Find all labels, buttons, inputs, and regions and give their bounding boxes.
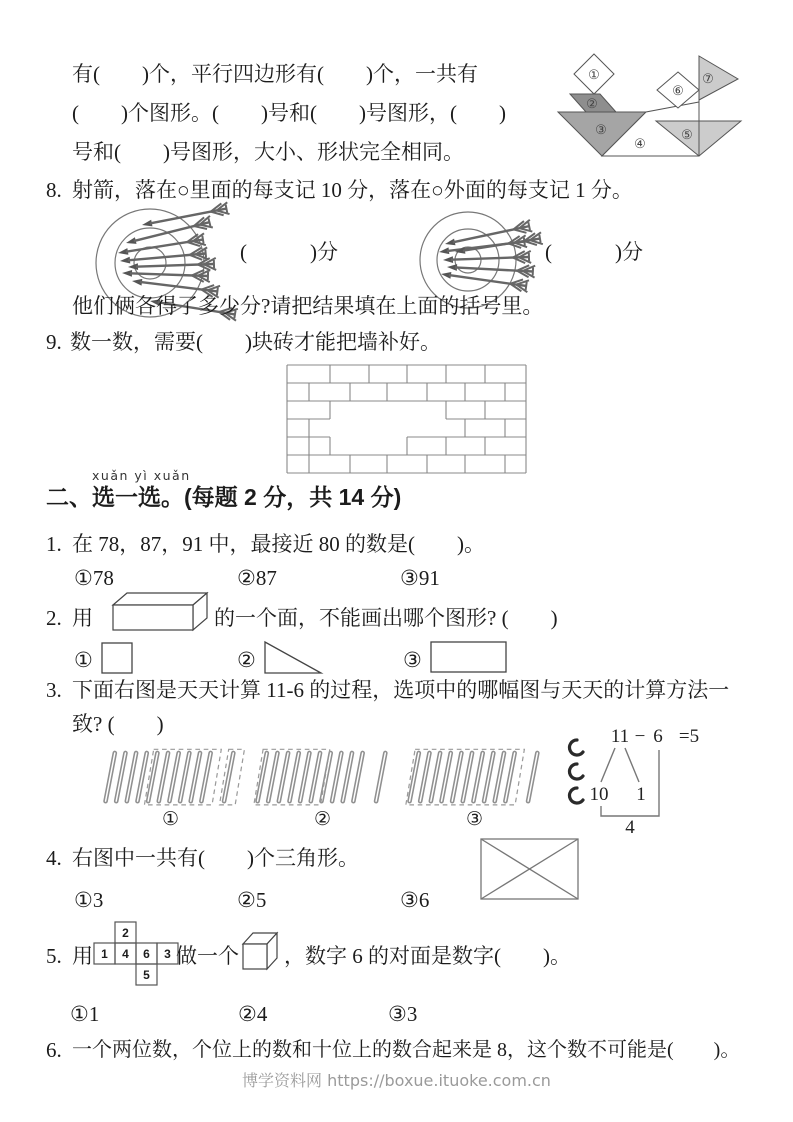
q3-line-2: 致? ( ) (72, 712, 164, 736)
bond-part-ten: 10 (589, 784, 609, 805)
net-cell-bottom: 5 (143, 968, 150, 982)
q5-text-pre: 用 (72, 944, 93, 968)
tangram-label: ② (586, 96, 598, 111)
footer-watermark: 博学资料网 https://boxue.ituoke.com.cn (242, 1071, 551, 1090)
tangram-label: ① (588, 67, 600, 82)
brick-wall-figure (286, 364, 527, 474)
q4-title: 右图中一共有( )个三角形。 (72, 846, 359, 870)
tangram-label: ⑥ (672, 83, 684, 98)
q7-line-1: 有( )个，平行四边形有( )个，一共有 (72, 62, 478, 86)
q6-title: 一个两位数，个位上的数和十位上的数合起来是 8，这个数不可能是( )。 (72, 1039, 741, 1061)
q6-number: 6. (46, 1038, 62, 1062)
bond-result: =5 (678, 726, 700, 747)
q3-line-1: 下面右图是天天计算 11-6 的过程，选项中的哪幅图与天天的计算方法一 (72, 678, 730, 702)
q1-option-1: ①78 (74, 566, 114, 590)
tangram-label: ⑦ (702, 71, 714, 86)
section2-pinyin: xuǎn yì xuǎn (92, 468, 191, 483)
number-bond-figure (563, 720, 748, 838)
q2-option-mark-1: ① (74, 648, 93, 672)
q2-option-mark-3: ③ (403, 648, 422, 672)
q4-number: 4. (46, 846, 62, 870)
bond-branch-right (625, 748, 639, 782)
net-cell-1: 1 (101, 947, 108, 961)
q3-option-mark-3: ③ (466, 809, 484, 830)
tangram-figure (556, 48, 746, 162)
triangle-shape (263, 640, 325, 676)
q3-number: 3. (46, 678, 62, 702)
net-cell-4: 3 (164, 947, 171, 961)
q8-number: 8. (46, 178, 62, 202)
target-ring-middle (115, 228, 185, 298)
tangram-label: ③ (595, 122, 607, 137)
q5-number: 5. (46, 944, 62, 968)
q5-option-1: ①1 (70, 1002, 100, 1026)
bond-subtrahend: 6 (653, 726, 663, 747)
q7-line-3: 号和( )号图形，大小、形状完全相同。 (72, 140, 464, 164)
net-cell-top: 2 (122, 926, 129, 940)
rectangle-shape (430, 641, 508, 675)
q8-score-blank-2: ( )分 (545, 240, 643, 264)
q2-number: 2. (46, 606, 62, 630)
q5-option-2: ②4 (238, 1002, 268, 1026)
net-cell-2: 4 (122, 947, 129, 961)
q5-text-post: ，数字 6 的对面是数字( )。 (284, 944, 571, 968)
q8-followup: 他们俩各得了多少分?请把结果填在上面的括号里。 (72, 294, 544, 318)
q7-line-2: ( )个图形。( )号和( )号图形，( ) (72, 101, 506, 125)
q1-number: 1. (46, 532, 62, 556)
q1-option-3: ③91 (400, 566, 440, 590)
tangram-label: ⑤ (681, 127, 693, 142)
q4-option-1: ①3 (74, 888, 104, 912)
q9-title: 数一数，需要( )块砖才能把墙补好。 (70, 330, 441, 354)
arrow-icon-outside (141, 202, 230, 231)
q4-option-2: ②5 (237, 888, 267, 912)
cube-figure (242, 931, 280, 971)
q3-option-mark-2: ② (314, 809, 332, 830)
arrow-icon (447, 261, 536, 278)
cuboid-figure (112, 592, 210, 632)
q1-title: 在 78，87，91 中，最接近 80 的数是( )。 (72, 532, 485, 556)
q4-option-3: ③6 (400, 888, 430, 912)
rectangle-with-diagonals-figure (480, 838, 580, 902)
q2-text-pre: 用 (72, 606, 93, 630)
bond-minuend: 11 (610, 726, 630, 747)
q2-option-mark-2: ② (237, 648, 256, 672)
bond-minus-sign: − (634, 726, 646, 747)
q5-option-3: ③3 (388, 1002, 418, 1026)
sticks-diagram-1 (100, 748, 250, 808)
q8-score-blank-1: ( )分 (240, 240, 338, 264)
section2-title: 二、选一选。(每题 2 分，共 14 分) (46, 484, 402, 510)
q5-text-mid: 做一个 (176, 944, 239, 968)
curl-mark (570, 740, 584, 755)
q1-option-2: ②87 (237, 566, 277, 590)
bond-branch-left (601, 748, 615, 782)
bond-difference: 4 (625, 817, 635, 838)
curl-mark (570, 764, 584, 779)
square-shape (100, 641, 134, 675)
q8-title: 射箭，落在○里面的每支记 10 分，落在○外面的每支记 1 分。 (72, 178, 633, 202)
sticks-diagram-2 (252, 748, 402, 808)
curl-mark (570, 788, 584, 803)
sticks-diagram-3 (404, 748, 554, 808)
bond-part-one: 1 (636, 784, 646, 805)
q3-option-mark-1: ① (162, 809, 180, 830)
cube-net-figure (93, 921, 181, 987)
q9-number: 9. (46, 330, 62, 354)
tangram-label: ④ (634, 136, 646, 151)
q2-text-post: 的一个面，不能画出哪个图形? ( ) (214, 606, 558, 630)
net-cell-3: 6 (143, 947, 150, 961)
